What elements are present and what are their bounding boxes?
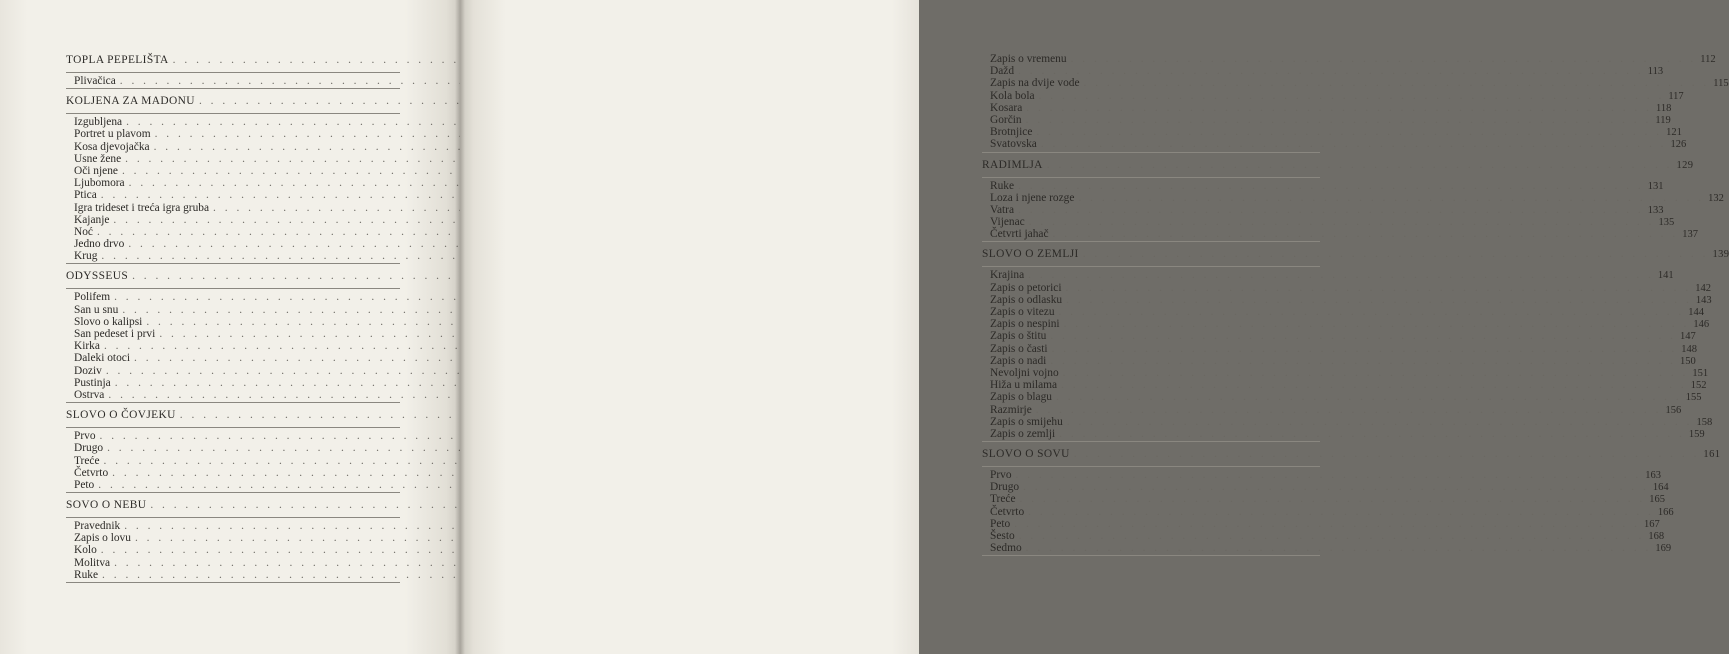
dot-leader [1059, 428, 1685, 440]
toc-section [982, 248, 1729, 442]
section-page-number: 139 [1712, 249, 1729, 261]
entry-page-number: 163 [1645, 470, 1661, 482]
dot-leader [1016, 469, 1642, 481]
toc-entry [982, 469, 1661, 482]
entry-title: Četvrto [74, 466, 109, 479]
toc-entry [66, 238, 400, 250]
entry-title: Zapis o blagu [990, 391, 1053, 404]
dot-leader [1053, 228, 1679, 240]
toc-entry [982, 191, 1724, 204]
toc-entry [982, 203, 1664, 216]
section-heading [982, 158, 1694, 178]
section-title: RADIMLJA [982, 158, 1043, 171]
toc-entry [66, 467, 400, 479]
dot-leader [1036, 404, 1662, 416]
toc-entry [982, 530, 1665, 542]
entry-title: Četvrti jahač [990, 228, 1049, 241]
dot-leader [1066, 294, 1692, 306]
dot-leader [1063, 367, 1689, 379]
entry-title: Brotnjice [990, 126, 1033, 139]
toc-entry [982, 318, 1710, 331]
toc-entry [982, 366, 1709, 379]
toc-entry [982, 481, 1669, 494]
section-heading [982, 448, 1721, 467]
entry-title: Plivačica [74, 75, 116, 87]
entry-title: Šesto [990, 530, 1015, 542]
toc-entry [982, 306, 1704, 318]
toc-entry [982, 517, 1660, 530]
toc-section [66, 95, 400, 264]
dot-leader [1061, 379, 1687, 391]
section-heading [982, 248, 1729, 267]
entry-page-number: 131 [1647, 180, 1664, 192]
entry-title: Oči njene [74, 164, 118, 177]
entry-title: Zapis o smijehu [990, 415, 1063, 428]
toc-entry [982, 89, 1684, 102]
dot-leader [1078, 192, 1704, 204]
toc-entry [982, 281, 1711, 294]
section-page-number: 161 [1703, 449, 1721, 461]
entry-title: Svatovska [990, 138, 1037, 151]
toc-section [982, 448, 1721, 556]
entry-title: Pustinja [74, 376, 111, 389]
toc-entry [982, 65, 1664, 78]
entry-title: Zapis o časti [990, 342, 1048, 355]
entry-title: Daleki otoci [74, 352, 130, 365]
toc-entry [66, 226, 400, 238]
section-title: TOPLA PEPELIŠTA [66, 54, 169, 66]
section-title: ODYSSEUS [66, 270, 129, 283]
toc-entry [982, 379, 1707, 392]
right-page [460, 0, 1729, 654]
entry-title: Noć [74, 225, 93, 238]
toc-entry [982, 493, 1665, 506]
entry-page-number: 121 [1666, 127, 1682, 139]
toc-entry [66, 455, 400, 467]
dot-leader [1052, 343, 1678, 355]
entry-page-number: 133 [1647, 204, 1664, 216]
entry-title: Doziv [74, 364, 102, 377]
toc-entry [982, 179, 1664, 192]
entry-page-number: 137 [1682, 229, 1698, 241]
dot-leader [1029, 216, 1655, 228]
dot-leader [1026, 102, 1652, 114]
toc-entry [66, 153, 400, 165]
entry-page-number: 126 [1670, 139, 1687, 151]
entry-page-number: 158 [1696, 416, 1713, 428]
entry-title: Kola bola [990, 89, 1035, 102]
toc-entry [66, 128, 400, 140]
section-page-number: 129 [1676, 159, 1694, 171]
toc-entry [982, 101, 1672, 114]
toc-entry [66, 377, 400, 389]
entry-title: Pravednik [74, 520, 121, 533]
entry-page-number: 118 [1655, 102, 1672, 114]
dot-leader [1028, 506, 1654, 518]
toc-section [66, 409, 400, 493]
dot-leader [1084, 77, 1710, 89]
entry-title: Zapis o nadi [990, 354, 1047, 367]
toc-entry [66, 141, 400, 153]
dot-leader [1018, 65, 1644, 77]
entry-title: Treće [74, 454, 100, 467]
entry-page-number: 151 [1692, 367, 1709, 379]
dot-leader [1041, 138, 1667, 150]
entry-title: Kosa djevojačka [74, 140, 150, 153]
entry-page-number: 167 [1643, 518, 1660, 530]
entry-title: Loza i njene rozge [990, 191, 1075, 204]
entry-page-number: 156 [1665, 404, 1682, 416]
dot-leader [1050, 355, 1676, 367]
entry-page-number: 141 [1657, 270, 1674, 282]
entry-title: Peto [990, 517, 1011, 530]
entry-page-number: 146 [1693, 319, 1710, 331]
toc-entry [982, 542, 1672, 556]
toc-entry [66, 544, 400, 556]
dot-leader [1064, 318, 1690, 330]
section-title: SOVO O NEBU [66, 499, 147, 512]
dot-leader [1028, 269, 1654, 281]
toc-section [982, 53, 1729, 153]
dot-leader [1047, 159, 1673, 171]
dot-leader [1018, 180, 1644, 192]
toc-entry [66, 442, 400, 454]
dot-leader [1083, 248, 1709, 260]
section-title: KOLJENA ZA MADONU [66, 95, 195, 108]
toc-entry [66, 389, 400, 403]
entry-page-number: 117 [1668, 90, 1684, 102]
entry-title: San pedeset i prvi [74, 328, 156, 340]
entry-title: Drugo [74, 442, 104, 455]
entry-title: Zapis o lovu [74, 532, 131, 545]
entry-title: Krajina [990, 269, 1025, 282]
toc-entry [66, 214, 400, 226]
toc-entry [66, 340, 400, 352]
dot-leader [1059, 306, 1685, 318]
entry-title: Kajanje [74, 213, 110, 226]
entry-title: Kosara [990, 101, 1023, 114]
section-heading [66, 270, 400, 289]
entry-title: Molitva [74, 556, 111, 569]
entry-title: Zapis o zemlji [990, 427, 1056, 440]
toc-entry [66, 189, 400, 201]
toc-entry [982, 53, 1716, 65]
toc-entry [66, 479, 400, 493]
entry-title: Razmirje [990, 403, 1032, 416]
entry-title: Zapis o vremenu [990, 53, 1067, 65]
right-table-of-contents [982, 53, 1729, 562]
entry-page-number: 152 [1690, 380, 1707, 392]
toc-entry [982, 138, 1687, 152]
dot-leader [1050, 330, 1676, 342]
entry-page-number: 155 [1685, 392, 1702, 404]
dot-leader [1067, 416, 1693, 428]
entry-title: Sedmo [990, 542, 1022, 555]
entry-page-number: 168 [1648, 531, 1665, 542]
entry-page-number: 132 [1708, 192, 1724, 204]
toc-entry [66, 250, 400, 264]
entry-title: Jedno drvo [74, 238, 125, 251]
entry-title: Ostrva [74, 388, 105, 401]
toc-entry [66, 520, 400, 532]
entry-title: Igra trideset i treća igra gruba [74, 201, 210, 214]
toc-entry [982, 415, 1713, 428]
entry-title: Polifem [74, 291, 111, 304]
toc-entry [66, 569, 400, 583]
toc-section [982, 158, 1724, 243]
entry-page-number: 113 [1647, 66, 1664, 78]
entry-title: Ruke [990, 179, 1015, 192]
toc-entry [66, 365, 400, 377]
entry-title: Zapis o nespini [990, 318, 1060, 331]
toc-entry [66, 202, 400, 214]
entry-title: San u snu [74, 303, 119, 316]
entry-title: Prvo [74, 430, 96, 443]
entry-title: Ljubomora [74, 177, 125, 190]
entry-page-number: 169 [1655, 543, 1672, 555]
entry-page-number: 144 [1688, 307, 1704, 318]
section-heading [66, 499, 400, 518]
toc-section [66, 270, 400, 403]
dot-leader [1074, 448, 1700, 460]
toc-entry [66, 316, 400, 328]
toc-entry [982, 216, 1675, 229]
dot-leader [1036, 126, 1662, 138]
entry-title: Vatra [990, 203, 1015, 216]
section-title: SLOVO O SOVU [982, 448, 1070, 461]
entry-title: Ptica [74, 189, 97, 202]
toc-entry [66, 291, 400, 303]
dot-leader [1026, 114, 1652, 126]
dot-leader [1018, 204, 1644, 216]
dot-leader [1023, 481, 1649, 493]
toc-entry [982, 77, 1729, 90]
toc-entry [982, 113, 1671, 126]
toc-entry [982, 354, 1696, 367]
entry-title: Nevoljni vojno [990, 366, 1059, 379]
toc-entry [66, 430, 400, 442]
section-title: SLOVO O ZEMLJI [982, 248, 1079, 261]
entry-title: Gorčin [990, 113, 1022, 126]
entry-page-number: 166 [1657, 506, 1674, 518]
dot-leader [1019, 530, 1645, 542]
entry-title: Treće [990, 493, 1016, 506]
dot-leader [1056, 391, 1682, 403]
entry-title: Zapis o štitu [990, 330, 1047, 343]
entry-page-number: 115 [1713, 78, 1729, 90]
toc-entry [66, 532, 400, 544]
toc-entry [982, 293, 1712, 306]
entry-page-number: 148 [1681, 343, 1698, 355]
toc-entry [66, 75, 400, 89]
entry-page-number: 159 [1688, 428, 1705, 440]
entry-title: Ruke [74, 568, 99, 581]
section-heading [66, 95, 400, 114]
toc-entry [982, 330, 1696, 343]
entry-title: Portret u plavom [74, 128, 151, 141]
toc-entry [66, 116, 400, 128]
entry-title: Hiža u milama [990, 379, 1058, 392]
toc-entry [66, 177, 400, 189]
toc-entry [982, 342, 1698, 355]
entry-title: Zapis o vitezu [990, 306, 1055, 318]
toc-entry [982, 505, 1674, 518]
entry-page-number: 147 [1680, 331, 1696, 343]
entry-page-number: 150 [1680, 355, 1696, 367]
section-heading [66, 54, 400, 73]
entry-page-number: 143 [1695, 294, 1712, 306]
entry-title: Kolo [74, 544, 97, 557]
section-heading [66, 409, 400, 428]
entry-title: Prvo [990, 469, 1012, 482]
entry-title: Usne žene [74, 152, 122, 165]
toc-entry [66, 352, 400, 364]
entry-title: Zapis o odlasku [990, 293, 1063, 306]
toc-entry [982, 403, 1682, 416]
dot-leader [1014, 518, 1640, 530]
entry-title: Slovo o kalipsi [74, 315, 143, 328]
entry-page-number: 112 [1700, 54, 1716, 65]
book-gutter [455, 0, 465, 654]
left-page [0, 0, 460, 654]
dot-leader [1026, 542, 1652, 554]
toc-entry [982, 228, 1698, 242]
toc-entry [66, 304, 400, 316]
toc-section [66, 499, 400, 583]
entry-title: Izgubljena [74, 116, 123, 129]
section-title: SLOVO O ČOVJEKU [66, 409, 176, 422]
left-table-of-contents [66, 54, 400, 589]
entry-title: Vijenac [990, 216, 1025, 229]
toc-entry [982, 126, 1682, 139]
toc-section [66, 54, 400, 89]
entry-title: Peto [74, 478, 95, 491]
entry-title: Četvrto [990, 505, 1025, 518]
entry-page-number: 142 [1695, 282, 1711, 294]
toc-entry [982, 269, 1674, 282]
entry-title: Zapis o petorici [990, 281, 1062, 294]
dot-leader [1020, 493, 1646, 505]
entry-title: Kirka [74, 340, 100, 353]
toc-entry [982, 427, 1705, 442]
toc-entry [66, 165, 400, 177]
entry-title: Drugo [990, 481, 1020, 494]
toc-entry [66, 328, 400, 340]
entry-title: Zapis na dvije vode [990, 77, 1080, 90]
toc-entry [66, 557, 400, 569]
entry-title: Dažd [990, 65, 1015, 78]
entry-page-number: 119 [1655, 114, 1671, 126]
toc-entry [982, 391, 1702, 404]
dot-leader [1039, 90, 1665, 102]
entry-page-number: 165 [1649, 494, 1665, 506]
entry-title: Krug [74, 250, 98, 263]
entry-page-number: 164 [1652, 482, 1669, 494]
dot-leader [1066, 282, 1692, 294]
entry-page-number: 135 [1658, 217, 1675, 229]
dot-leader [1071, 53, 1697, 65]
